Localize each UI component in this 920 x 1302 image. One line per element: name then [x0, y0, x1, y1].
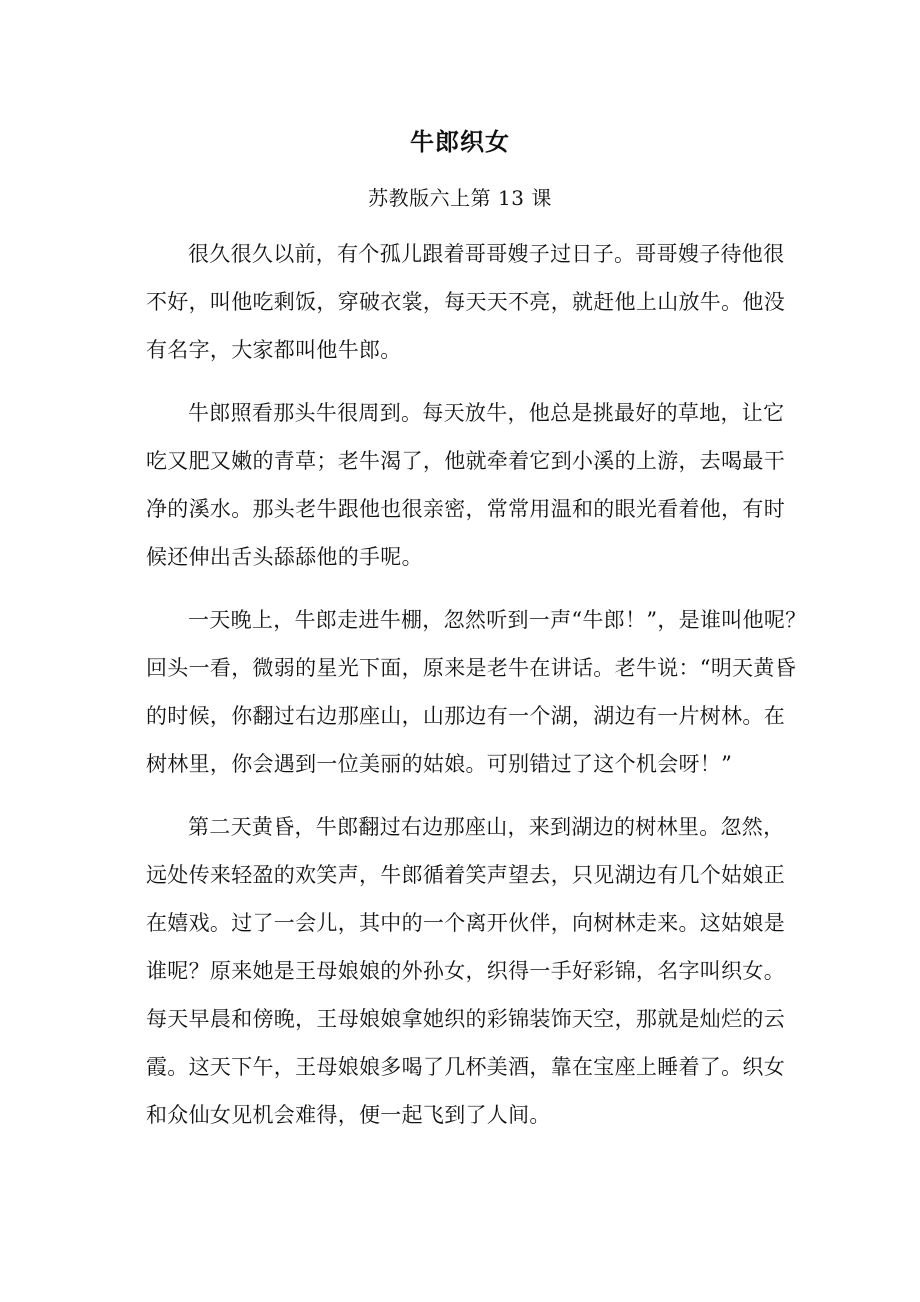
text-line: 树林里，你会遇到一位美丽的姑娘。可别错过了这个机会呀！” [146, 752, 733, 776]
text-line: 候还伸出舌头舔舔他的手呢。 [146, 545, 423, 569]
text-line: 和众仙女见机会难得，便一起飞到了人间。 [146, 1103, 551, 1127]
paragraph-1 [146, 230, 786, 374]
text-line: 谁呢？原来她是王母娘娘的外孙女，织得一手好彩锦，名字叫织女。 [146, 959, 785, 983]
text-line: 的时候，你翻过右边那座山，山那边有一个湖，湖边有一片树林。在 [146, 704, 785, 728]
text-line: 远处传来轻盈的欢笑声，牛郎循着笑声望去，只见湖边有几个姑娘正 [146, 863, 785, 887]
text-line: 很久很久以前，有个孤儿跟着哥哥嫂子过日子。哥哥嫂子待他很 [188, 242, 785, 266]
page-subtitle: 苏教版六上第 13 课 [368, 186, 552, 210]
text-line: 净的溪水。那头老牛跟他也很亲密，常常用温和的眼光看着他，有时 [146, 497, 785, 521]
text-line: 一天晚上，牛郎走进牛棚，忽然听到一声“牛郎！”，是谁叫他呢？ [188, 608, 807, 632]
paragraph-3 [146, 596, 807, 788]
text-line: 第二天黄昏，牛郎翻过右边那座山，来到湖边的树林里。忽然， [188, 815, 785, 839]
text-line: 在嬉戏。过了一会儿，其中的一个离开伙伴，向树林走来。这姑娘是 [146, 911, 785, 935]
text-line: 回头一看，微弱的星光下面，原来是老牛在讲话。老牛说：“明天黄昏 [146, 656, 797, 680]
text-line: 不好，叫他吃剩饭，穿破衣裳，每天天不亮，就赶他上山放牛。他没 [146, 290, 785, 314]
paragraph-4 [146, 803, 786, 1139]
article-body [146, 230, 807, 1154]
text-line: 吃又肥又嫩的青草；老牛渴了，他就牵着它到小溪的上游，去喝最干 [146, 449, 785, 473]
text-line: 牛郎照看那头牛很周到。每天放牛，他总是挑最好的草地，让它 [188, 401, 785, 425]
paragraph-2 [146, 389, 786, 581]
text-line: 每天早晨和傍晚，王母娘娘拿她织的彩锦装饰天空，那就是灿烂的云 [146, 1007, 785, 1031]
text-line: 有名字，大家都叫他牛郎。 [146, 338, 402, 362]
text-line: 霞。这天下午，王母娘娘多喝了几杯美酒，靠在宝座上睡着了。织女 [146, 1055, 785, 1079]
page-title: 牛郎织女 [410, 128, 510, 156]
